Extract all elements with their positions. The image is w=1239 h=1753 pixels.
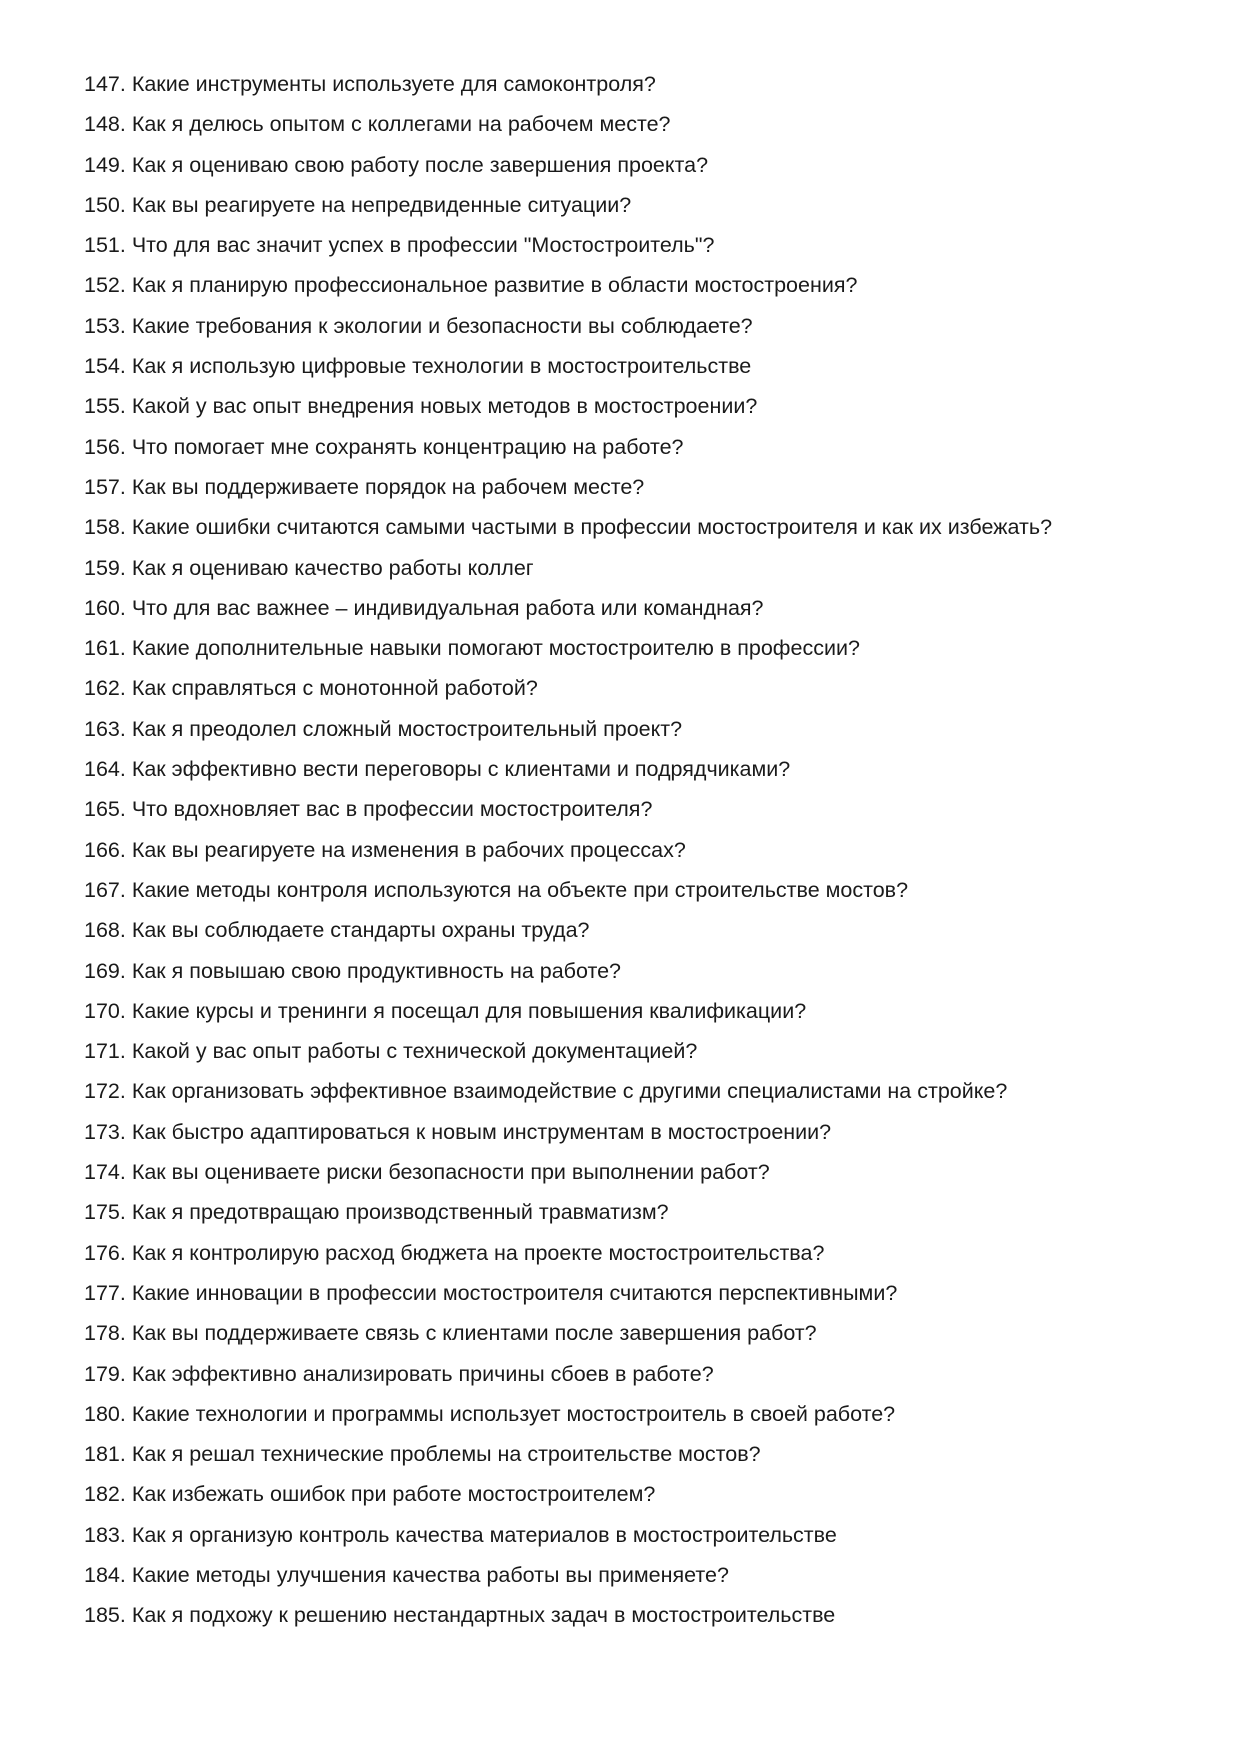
list-item: 153. Какие требования к экологии и безопасности вы соблюдаете? xyxy=(84,313,753,338)
list-item: 164. Как эффективно вести переговоры с клиентами и подрядчиками? xyxy=(84,757,791,782)
list-item: 165. Что вдохновляет вас в профессии мостостроителя? xyxy=(84,797,653,822)
list-item: 181. Как я решал технические проблемы на строительстве мостов? xyxy=(84,1442,761,1467)
list-item: 178. Как вы поддерживаете связь с клиентами после завершения работ? xyxy=(84,1321,817,1346)
list-item: 147. Какие инструменты используете для самоконтроля? xyxy=(84,72,656,96)
list-item: 180. Какие технологии и программы использует мостостроитель в своей работе? xyxy=(84,1401,896,1426)
list-item: 148. Как я делюсь опытом с коллегами на рабочем месте? xyxy=(84,112,671,137)
list-item: 176. Как я контролирую расход бюджета на проекте мостостроительства? xyxy=(84,1240,825,1265)
list-item: 157. Как вы поддерживаете порядок на рабочем месте? xyxy=(84,474,645,499)
list-item: 152. Как я планирую профессиональное развитие в области мостостроения? xyxy=(84,273,858,298)
list-item: 182. Как избежать ошибок при работе мостостроителем? xyxy=(84,1482,656,1507)
list-item: 163. Как я преодолел сложный мостостроительный проект? xyxy=(84,716,683,741)
list-item: 168. Как вы соблюдаете стандарты охраны труда? xyxy=(84,918,590,943)
list-item: 159. Как я оцениваю качество работы коллег xyxy=(84,555,534,580)
question-list xyxy=(84,64,1094,1636)
list-item: 171. Какой у вас опыт работы с технической документацией? xyxy=(84,1039,698,1064)
list-item: 158. Какие ошибки считаются самыми частыми в профессии мостостроителя и как их избежать? xyxy=(84,515,1053,540)
list-item: 160. Что для вас важнее – индивидуальная работа или командная? xyxy=(84,595,764,620)
list-item: 166. Как вы реагируете на изменения в рабочих процессах? xyxy=(84,837,686,862)
list-item: 184. Какие методы улучшения качества работы вы применяете? xyxy=(84,1562,729,1587)
list-item: 150. Как вы реагируете на непредвиденные ситуации? xyxy=(84,192,632,217)
list-item: 174. Как вы оцениваете риски безопасности при выполнении работ? xyxy=(84,1160,770,1185)
list-item: 154. Как я использую цифровые технологии в мостостроительстве xyxy=(84,354,752,379)
list-item: 162. Как справляться с монотонной работой? xyxy=(84,676,538,701)
list-item: 155. Какой у вас опыт внедрения новых методов в мостостроении? xyxy=(84,394,758,419)
list-item: 156. Что помогает мне сохранять концентрацию на работе? xyxy=(84,434,684,459)
list-item: 151. Что для вас значит успех в профессии "Мостостроитель"? xyxy=(84,233,715,258)
list-item: 183. Как я организую контроль качества материалов в мостостроительстве xyxy=(84,1522,837,1547)
list-item: 185. Как я подхожу к решению нестандартных задач в мостостроительстве xyxy=(84,1603,836,1628)
list-item: 179. Как эффективно анализировать причины сбоев в работе? xyxy=(84,1361,714,1386)
list-item: 161. Какие дополнительные навыки помогают мостостроителю в профессии? xyxy=(84,636,860,661)
list-item: 175. Как я предотвращаю производственный травматизм? xyxy=(84,1200,669,1225)
list-item: 167. Какие методы контроля используются на объекте при строительстве мостов? xyxy=(84,877,909,902)
list-item: 149. Как я оцениваю свою работу после завершения проекта? xyxy=(84,152,709,177)
list-item: 172. Как организовать эффективное взаимодействие с другими специалистами на стройке? xyxy=(84,1079,1008,1104)
list-item: 173. Как быстро адаптироваться к новым инструментам в мостостроении? xyxy=(84,1119,832,1144)
list-item: 170. Какие курсы и тренинги я посещал для повышения квалификации? xyxy=(84,998,807,1023)
list-item: 177. Какие инновации в профессии мостостроителя считаются перспективными? xyxy=(84,1280,898,1305)
list-item: 169. Как я повышаю свою продуктивность на работе? xyxy=(84,958,622,983)
